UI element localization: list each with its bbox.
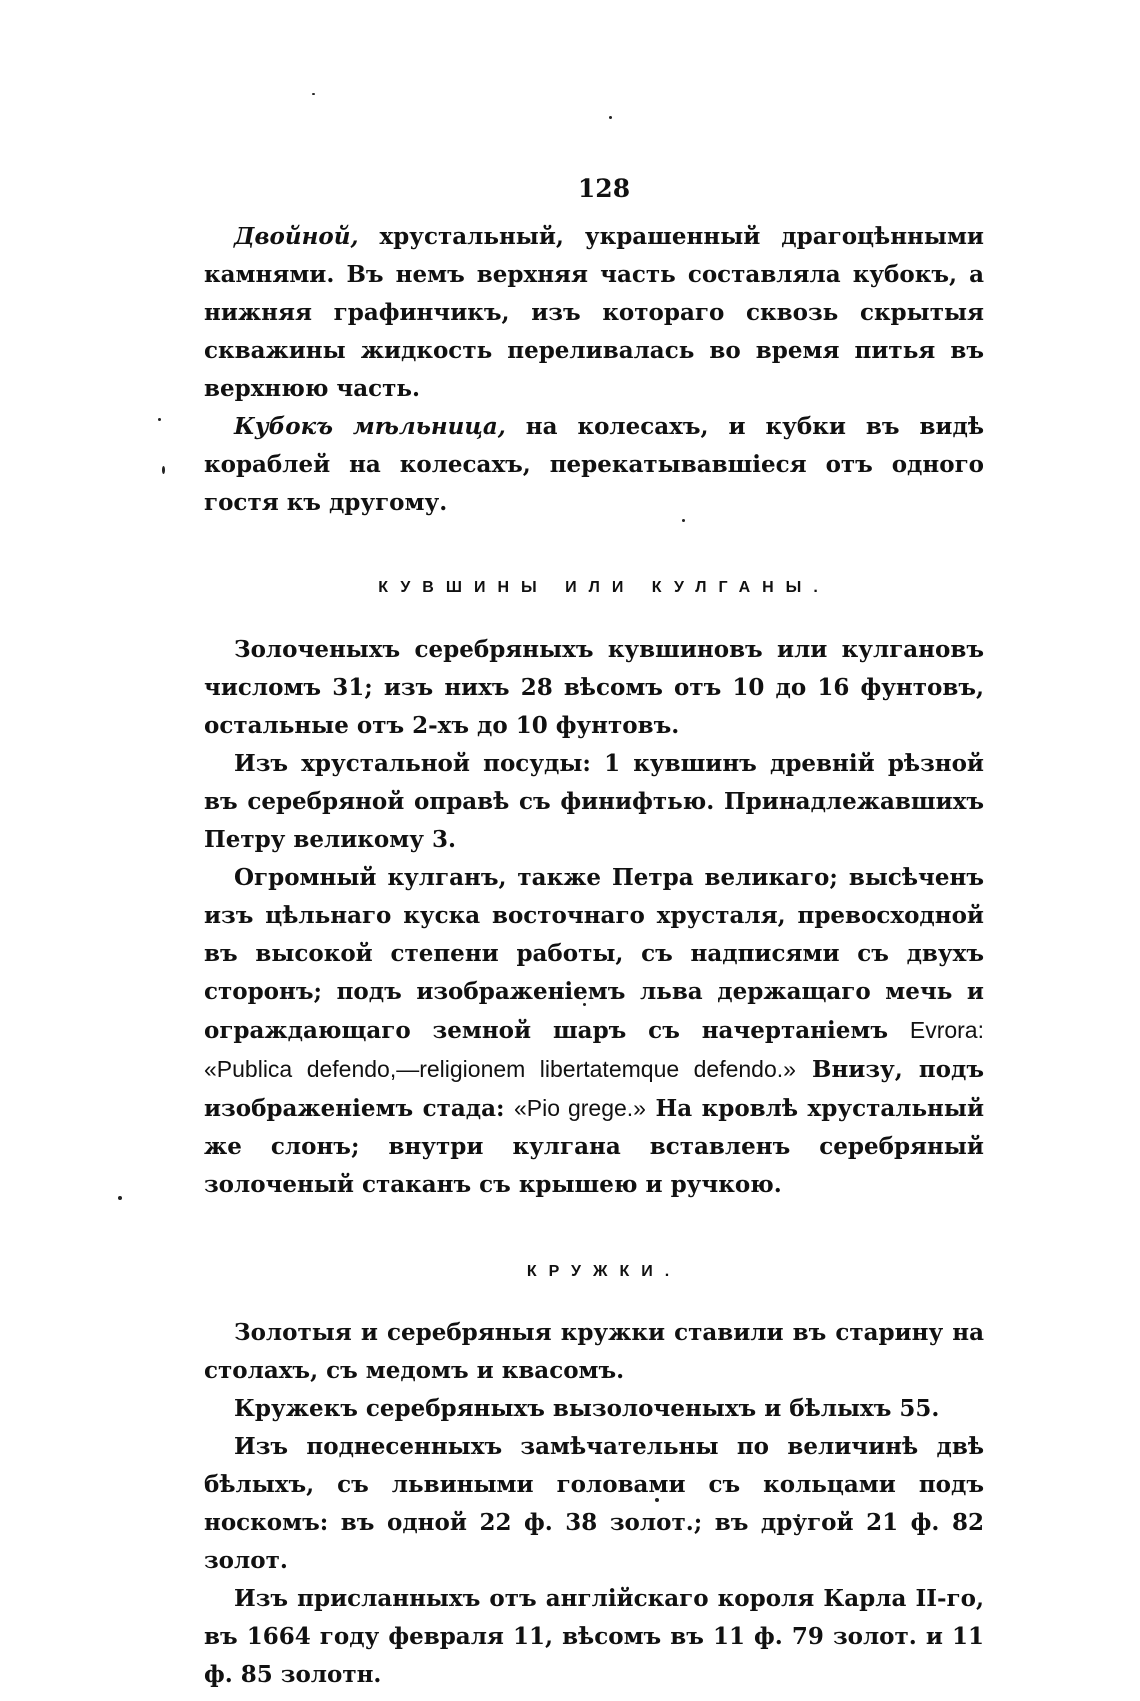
- paragraph-english-king-mugs: Изъ присланныхъ отъ англійскаго короля Карла II-го, въ 1664 году февраля 11, вѣсомъ въ 11 ф. 79 золот. и 11 ф. 85 золотн.: [204, 1585, 984, 1688]
- term-mill-goblet: Кубокъ мѣльница,: [234, 413, 506, 440]
- paragraph-mill-goblet: [204, 408, 984, 522]
- ink-speck: [158, 418, 161, 421]
- paragraph-gold-mugs: Золотыя и серебряныя кружки ставили въ старину на столахъ, съ медомъ и квасомъ.: [204, 1319, 984, 1384]
- paragraph-presented-mugs: Изъ поднесенныхъ замѣчательны по величинѣ двѣ бѣлыхъ, съ львиными головами съ кольцами подъ носкомъ: въ одной 22 ф. 38 золот.; въ другой 21 ф. 82 золот.: [204, 1433, 984, 1574]
- page-number: 128: [577, 174, 631, 203]
- ink-speck: [162, 466, 165, 474]
- paragraph-text: На кровлѣ хрустальный же слонъ; внутри кулгана вставленъ серебряный золоченый стаканъ съ крышею и ручкою.: [204, 1095, 985, 1198]
- paragraph-mug-count: Кружекъ серебряныхъ вызолоченыхъ и бѣлыхъ 55.: [234, 1395, 940, 1422]
- paragraph-text: Огромный кулганъ, также Петра великаго; высѣченъ изъ цѣльнаго куска восточнаго хрусталя, превосходной въ высокой степени работы, съ надписями съ двухъ сторонъ; подъ изображеніемъ льва держащаго мечь и ограждающаго земной шаръ съ начертаніемъ: [204, 864, 984, 1044]
- paragraph-text: Внизу, подъ изображеніемъ стада:: [204, 1056, 984, 1122]
- paragraph-text: на колесахъ, и кубки въ видѣ кораблей на колесахъ, перекатывавшіеся отъ одного гостя къ другому.: [204, 413, 984, 516]
- text-block: [204, 172, 984, 1694]
- ink-speck: [118, 1196, 122, 1200]
- section-title-mugs: КРУЖКИ.: [526, 1263, 682, 1280]
- paragraph-huge-kulgan: [204, 859, 984, 1204]
- ink-speck: [312, 93, 315, 95]
- latin-motto: «Pio grege.»: [514, 1095, 646, 1121]
- term-double: Двойной,: [234, 223, 359, 250]
- paragraph-text: хрустальный, украшенный драгоцѣнными камнями. Въ немъ верхняя часть составляла кубокъ, а нижняя графинчикъ, изъ котораго сквозь скрытыя скважины жидкость переливалась во время питья въ верхнюю часть.: [204, 223, 984, 402]
- paragraph-crystal-ware: Изъ хрустальной посуды: 1 кувшинъ древній рѣзной въ серебряной оправѣ съ финифтью. Принадлежавшихъ Петру великому 3.: [204, 750, 984, 853]
- ink-speck: [609, 116, 612, 119]
- paragraph-double-goblet: [204, 218, 984, 408]
- latin-inscription: Evrora: «Publica defendo,—religionem libertatemque defendo.»: [204, 1017, 984, 1082]
- paragraph-gilded-jugs: Золоченыхъ серебряныхъ кувшиновъ или кулгановъ числомъ 31; изъ нихъ 28 вѣсомъ отъ 10 до 16 фунтовъ, остальные отъ 2-хъ до 10 фунтовъ.: [204, 636, 984, 739]
- section-title-jugs: КУВШИНЫ ИЛИ КУЛГАНЫ.: [378, 579, 830, 596]
